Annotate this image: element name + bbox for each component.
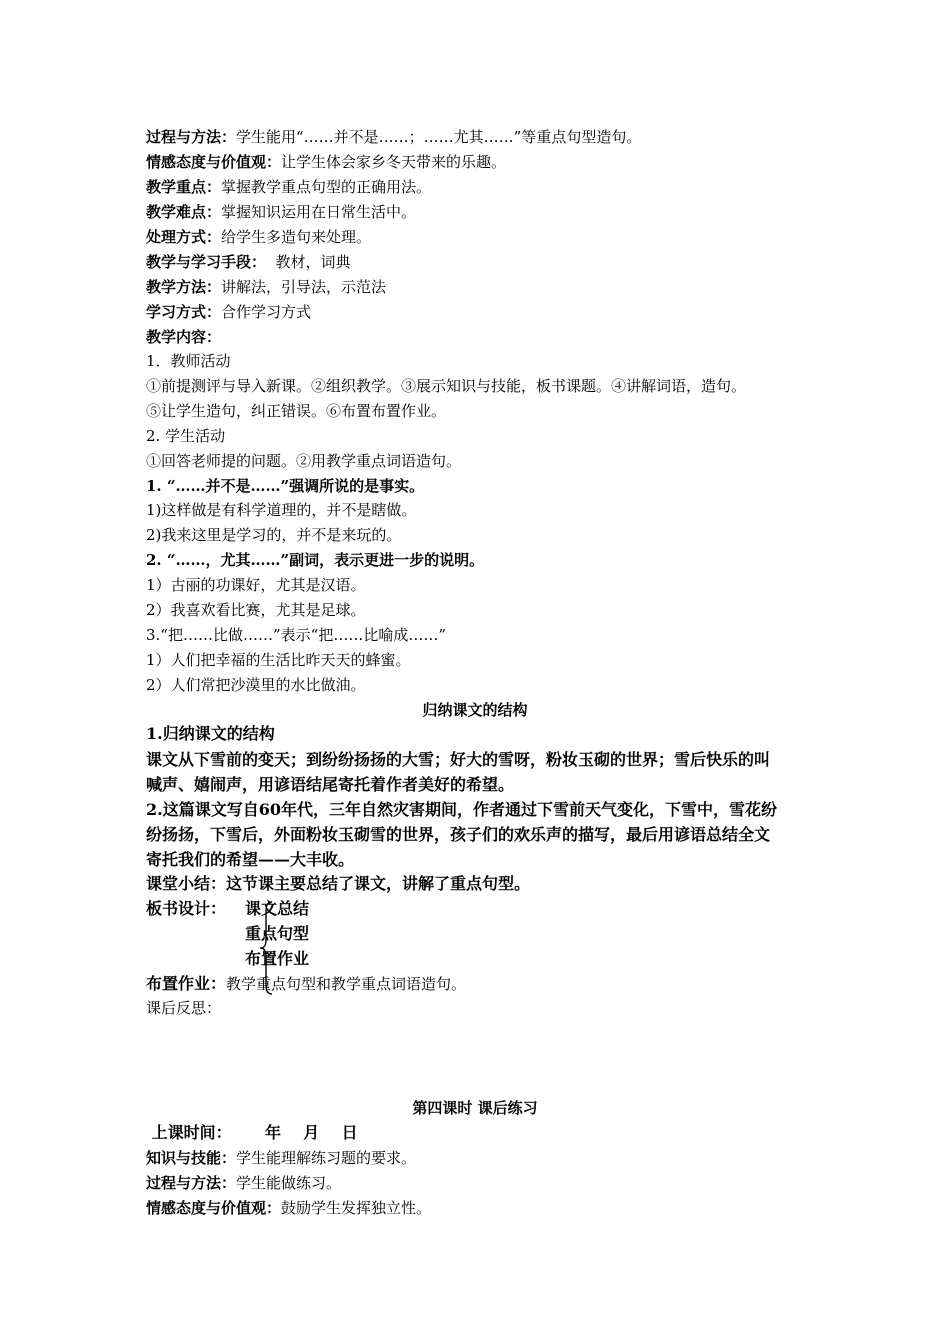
board-item: 布置作业 — [245, 949, 310, 968]
objective-text: 教材，词典 — [266, 253, 351, 271]
objective-row — [146, 127, 641, 147]
objective-row — [146, 327, 221, 347]
objective-text: 讲解法，引导法，示范法 — [221, 278, 387, 296]
objective-label: 知识与技能： — [146, 1149, 237, 1167]
objective-label: 教学重点： — [146, 178, 222, 196]
objective-row — [146, 252, 351, 272]
objective-label: 教学与学习手段： — [146, 253, 267, 271]
structure-paragraph-line: 喊声、嬉闹声，用谚语结尾寄托着作者美好的希望。 — [146, 775, 515, 794]
class-summary: 课堂小结：这节课主要总结了课文，讲解了重点句型。 — [146, 874, 531, 893]
objective-label: 教学难点： — [146, 203, 222, 221]
board-item: 重点句型 — [245, 924, 310, 943]
class-time-row — [146, 1123, 358, 1143]
objective-text: 掌握教学重点句型的正确用法。 — [221, 178, 432, 196]
objective-label: 学习方式： — [146, 303, 222, 321]
structure-paragraph-line: 课文从下雪前的变天；到纷纷扬扬的大雪；好大的雪呀，粉妆玉砌的世界；雪后快乐的叫 — [146, 750, 771, 769]
pattern-example: 1）古丽的功课好，尤其是汉语。 — [146, 576, 366, 594]
pattern-heading: 1. “……并不是……”强调所说的是事实。 — [146, 477, 425, 495]
objective-row — [146, 177, 431, 197]
student-activity-heading: 2. 学生活动 — [146, 427, 226, 445]
objective-text: 学生能理解练习题的要求。 — [236, 1149, 417, 1167]
homework-row — [146, 974, 466, 994]
objective-label: 情感态度与价值观： — [146, 1199, 282, 1217]
homework-label: 布置作业： — [146, 974, 227, 993]
class-time-label: 上课时间： — [146, 1123, 232, 1142]
structure-paragraph-line: 寄托我们的希望——大丰收。 — [146, 850, 355, 869]
pattern-example: 1）人们把幸福的生活比昨天天的蜂蜜。 — [146, 651, 411, 669]
teacher-activity-line: ⑤让学生造句，纠正错误。⑥布置布置作业。 — [146, 402, 447, 420]
objective-label: 情感态度与价值观： — [146, 153, 282, 171]
lesson-objective-row — [146, 1173, 341, 1193]
objective-text: 给学生多造句来处理。 — [221, 228, 372, 246]
class-time-fields: 年 月 日 — [231, 1123, 358, 1142]
homework-text: 教学重点句型和教学重点词语造句。 — [226, 975, 467, 993]
objective-label: 过程与方法： — [146, 1174, 237, 1192]
structure-item-heading: 1.归纳课文的结构 — [146, 724, 275, 743]
pattern-example: 1)这样做是有科学道理的，并不是瞎做。 — [146, 501, 417, 519]
objective-label: 过程与方法： — [146, 128, 237, 146]
teacher-activity-line: ①前提测评与导入新课。②组织教学。③展示知识与技能，板书课题。④讲解词语，造句。 — [146, 377, 747, 395]
objective-row — [146, 202, 416, 222]
objective-text: 学生能做练习。 — [236, 1174, 342, 1192]
objective-text: 学生能用“……并不是……；……尤其……”等重点句型造句。 — [236, 128, 642, 146]
pattern-example: 2)我来这里是学习的，并不是来玩的。 — [146, 526, 402, 544]
board-item: 课文总结 — [245, 899, 310, 918]
objective-label: 教学方法： — [146, 278, 222, 296]
objective-row — [146, 152, 506, 172]
board-design-label: 板书设计： — [146, 899, 227, 918]
pattern-heading: 3.“把……比做……”表示“把……比喻成……” — [146, 626, 446, 644]
objective-row — [146, 227, 371, 247]
objective-label: 处理方式： — [146, 228, 222, 246]
section-title: 归纳课文的结构 — [422, 701, 528, 719]
objective-text: 合作学习方式 — [221, 303, 312, 321]
lesson-objective-row — [146, 1198, 431, 1218]
teaching-content-heading: 教学内容： — [146, 328, 222, 346]
objective-row — [146, 277, 386, 297]
objective-row — [146, 302, 311, 322]
structure-paragraph-line: 2.这篇课文写自60年代，三年自然灾害期间，作者通过下雪前天气变化，下雪中，雪花纷 — [146, 800, 777, 819]
pattern-example: 2）我喜欢看比赛，尤其是足球。 — [146, 601, 366, 619]
student-activity-line: ①回答老师提的问题。②用教学重点词语造句。 — [146, 452, 462, 470]
reflection-label: 课后反思： — [146, 999, 222, 1017]
objective-text: 让学生体会家乡冬天带来的乐趣。 — [281, 153, 507, 171]
structure-paragraph-line: 纷扬扬，下雪后，外面粉妆玉砌雪的世界，孩子们的欢乐声的描写，最后用谚语总结全文 — [146, 825, 771, 844]
objective-text: 掌握知识运用在日常生活中。 — [221, 203, 417, 221]
pattern-heading: 2. “……，尤其……”副词，表示更进一步的说明。 — [146, 551, 485, 569]
lesson-objective-row — [146, 1148, 416, 1168]
objective-text: 鼓励学生发挥独立性。 — [281, 1199, 432, 1217]
teacher-activity-heading: 1．教师活动 — [146, 352, 231, 370]
pattern-example: 2）人们常把沙漠里的水比做油。 — [146, 676, 366, 694]
lesson-title: 第四课时 课后练习 — [412, 1099, 538, 1117]
